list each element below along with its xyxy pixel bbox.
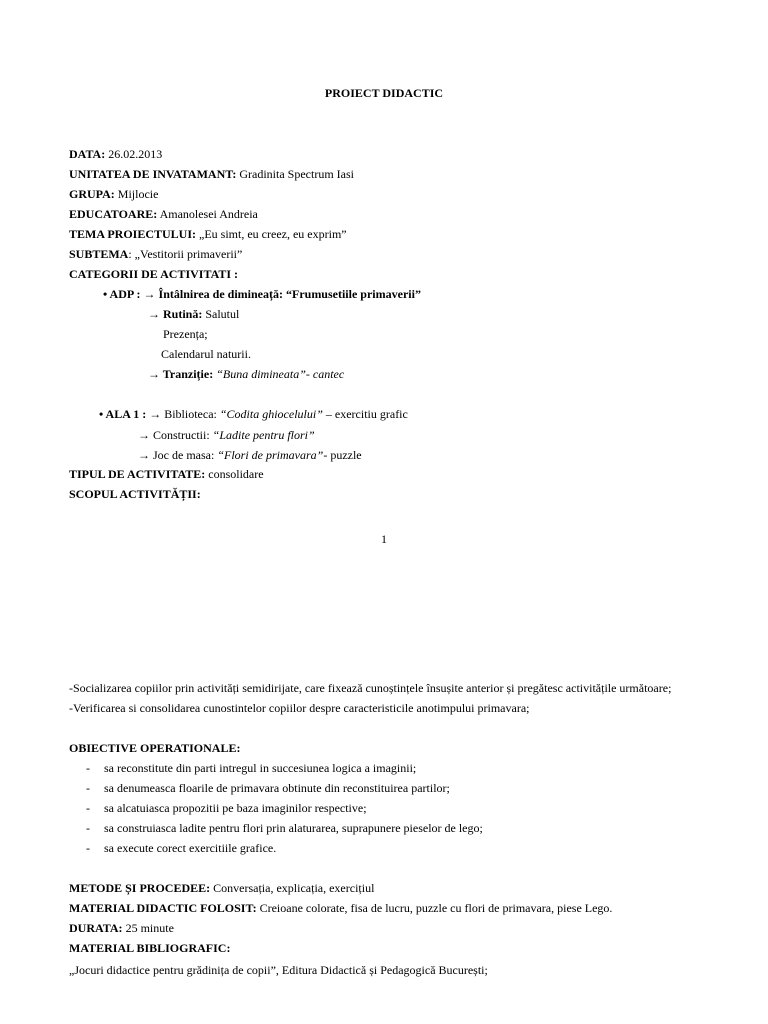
bibliography-label: MATERIAL BIBLIOGRAFIC: [69,941,231,955]
activity-type-line [69,467,264,481]
ala-library-title: “Codita ghiocelului” [219,407,323,421]
theme-line [69,227,347,241]
theme-label: TEMA PROIECTULUI: [69,227,197,241]
material-label: MATERIAL DIDACTIC FOLOSIT: [69,901,257,915]
adp-title: “Frumusetiile primaverii” [285,287,421,301]
constructions-line [138,428,315,442]
methods-line [69,881,374,895]
routine-label: → Rutină: [148,307,203,321]
school-label: UNITATEA DE INVATAMANT: [69,167,237,181]
purpose-item-1: -Socializarea copiilor prin activități semidirijate, care fixează cunoștințele însușite anterior și pregătesc activitățile următoare; [69,681,672,695]
bibliography-heading [69,941,230,955]
activity-type-label: TIPUL DE ACTIVITATE: [69,467,206,481]
adp-prefix: • ADP : → Întâlnirea de dimineață: [103,287,286,301]
table-game-title: “Flori de primavara” [217,448,324,462]
theme-value: „Eu simt, eu creez, eu exprim” [196,227,347,241]
subtheme-label: SUBTEMA [69,247,129,261]
page-number: 1 [381,532,387,546]
teacher-value: Amanolesei Andreia [157,207,258,221]
transition-line [148,367,344,381]
presence-line: Prezența; [163,327,208,341]
objective-text: sa construiasca ladite pentru flori prin alaturarea, suprapunere pieselor de lego; [104,821,483,835]
objective-text: sa denumeasca floarile de primavara obtinute din reconstituirea partilor; [104,781,450,795]
methods-label: METODE ȘI PROCEDEE: [69,881,211,895]
school-line [69,167,354,181]
ala-line [99,407,408,421]
teacher-line [69,207,258,221]
calendar-line: Calendarul naturii. [161,347,251,361]
routine-line [148,307,239,321]
material-value: Creioane colorate, fisa de lucru, puzzle cu flori de primavara, piese Lego. [256,901,613,915]
objective-item: - sa execute corect exercitiile grafice. [86,841,277,855]
ala-library-pre: → Biblioteca: [146,407,220,421]
duration-line [69,921,174,935]
date-line [69,147,162,161]
routine-value: Salutul [202,307,240,321]
purpose-item-2: -Verificarea si consolidarea cunostintelor copiilor despre caracteristicile anotimpului primavara; [69,701,530,715]
objective-text: sa execute corect exercitiile grafice. [104,841,277,855]
table-game-post: - puzzle [323,448,362,462]
objective-item: - sa construiasca ladite pentru flori prin alaturarea, suprapunere pieselor de lego; [86,821,483,835]
objective-item: - sa alcatuiasca propozitii pe baza imaginilor respective; [86,801,367,815]
objective-item: - sa reconstitute din parti intregul in succesiunea logica a imaginii; [86,761,417,775]
date-value: 26.02.2013 [105,147,163,161]
categories-line [69,267,238,281]
material-line [69,901,612,915]
ala-library-post: – exercitiu grafic [322,407,408,421]
subtheme-line [69,247,242,261]
date-label: DATA: [69,147,106,161]
objectives-label: OBIECTIVE OPERATIONALE: [69,741,241,755]
objectives-heading [69,741,240,755]
group-label: GRUPA: [69,187,115,201]
activity-type-value: consolidare [205,467,264,481]
objective-item: - sa denumeasca floarile de primavara obtinute din reconstituirea partilor; [86,781,450,795]
group-value: Mijlocie [114,187,159,201]
constructions-title: “Ladite pentru flori” [212,428,315,442]
subtheme-value: : „Vestitorii primaverii” [128,247,243,261]
duration-value: 25 minute [122,921,174,935]
categories-label: CATEGORII DE ACTIVITATI : [69,267,239,281]
purpose-line [69,487,201,501]
objective-text: sa reconstitute din parti intregul in succesiunea logica a imaginii; [104,761,417,775]
objective-text: sa alcatuiasca propozitii pe baza imaginilor respective; [104,801,367,815]
group-line [69,187,158,201]
transition-label: → Tranziție: [148,367,214,381]
transition-value: “Buna dimineata”- cantec [213,367,345,381]
adp-line [103,287,421,301]
purpose-label: SCOPUL ACTIVITĂȚII: [69,487,201,501]
teacher-label: EDUCATOARE: [69,207,158,221]
bibliography-item: „Jocuri didactice pentru grădinița de copii”, Editura Didactică și Pedagogică București; [69,963,488,977]
document-title: PROIECT DIDACTIC [324,86,444,100]
constructions-pre: → Constructii: [138,428,213,442]
table-game-line [138,448,362,462]
duration-label: DURATA: [69,921,123,935]
table-game-pre: → Joc de masa: [138,448,218,462]
school-value: Gradinita Spectrum Iasi [236,167,354,181]
ala-prefix: • ALA 1 : [99,407,147,421]
methods-value: Conversația, explicația, exercițiul [210,881,375,895]
